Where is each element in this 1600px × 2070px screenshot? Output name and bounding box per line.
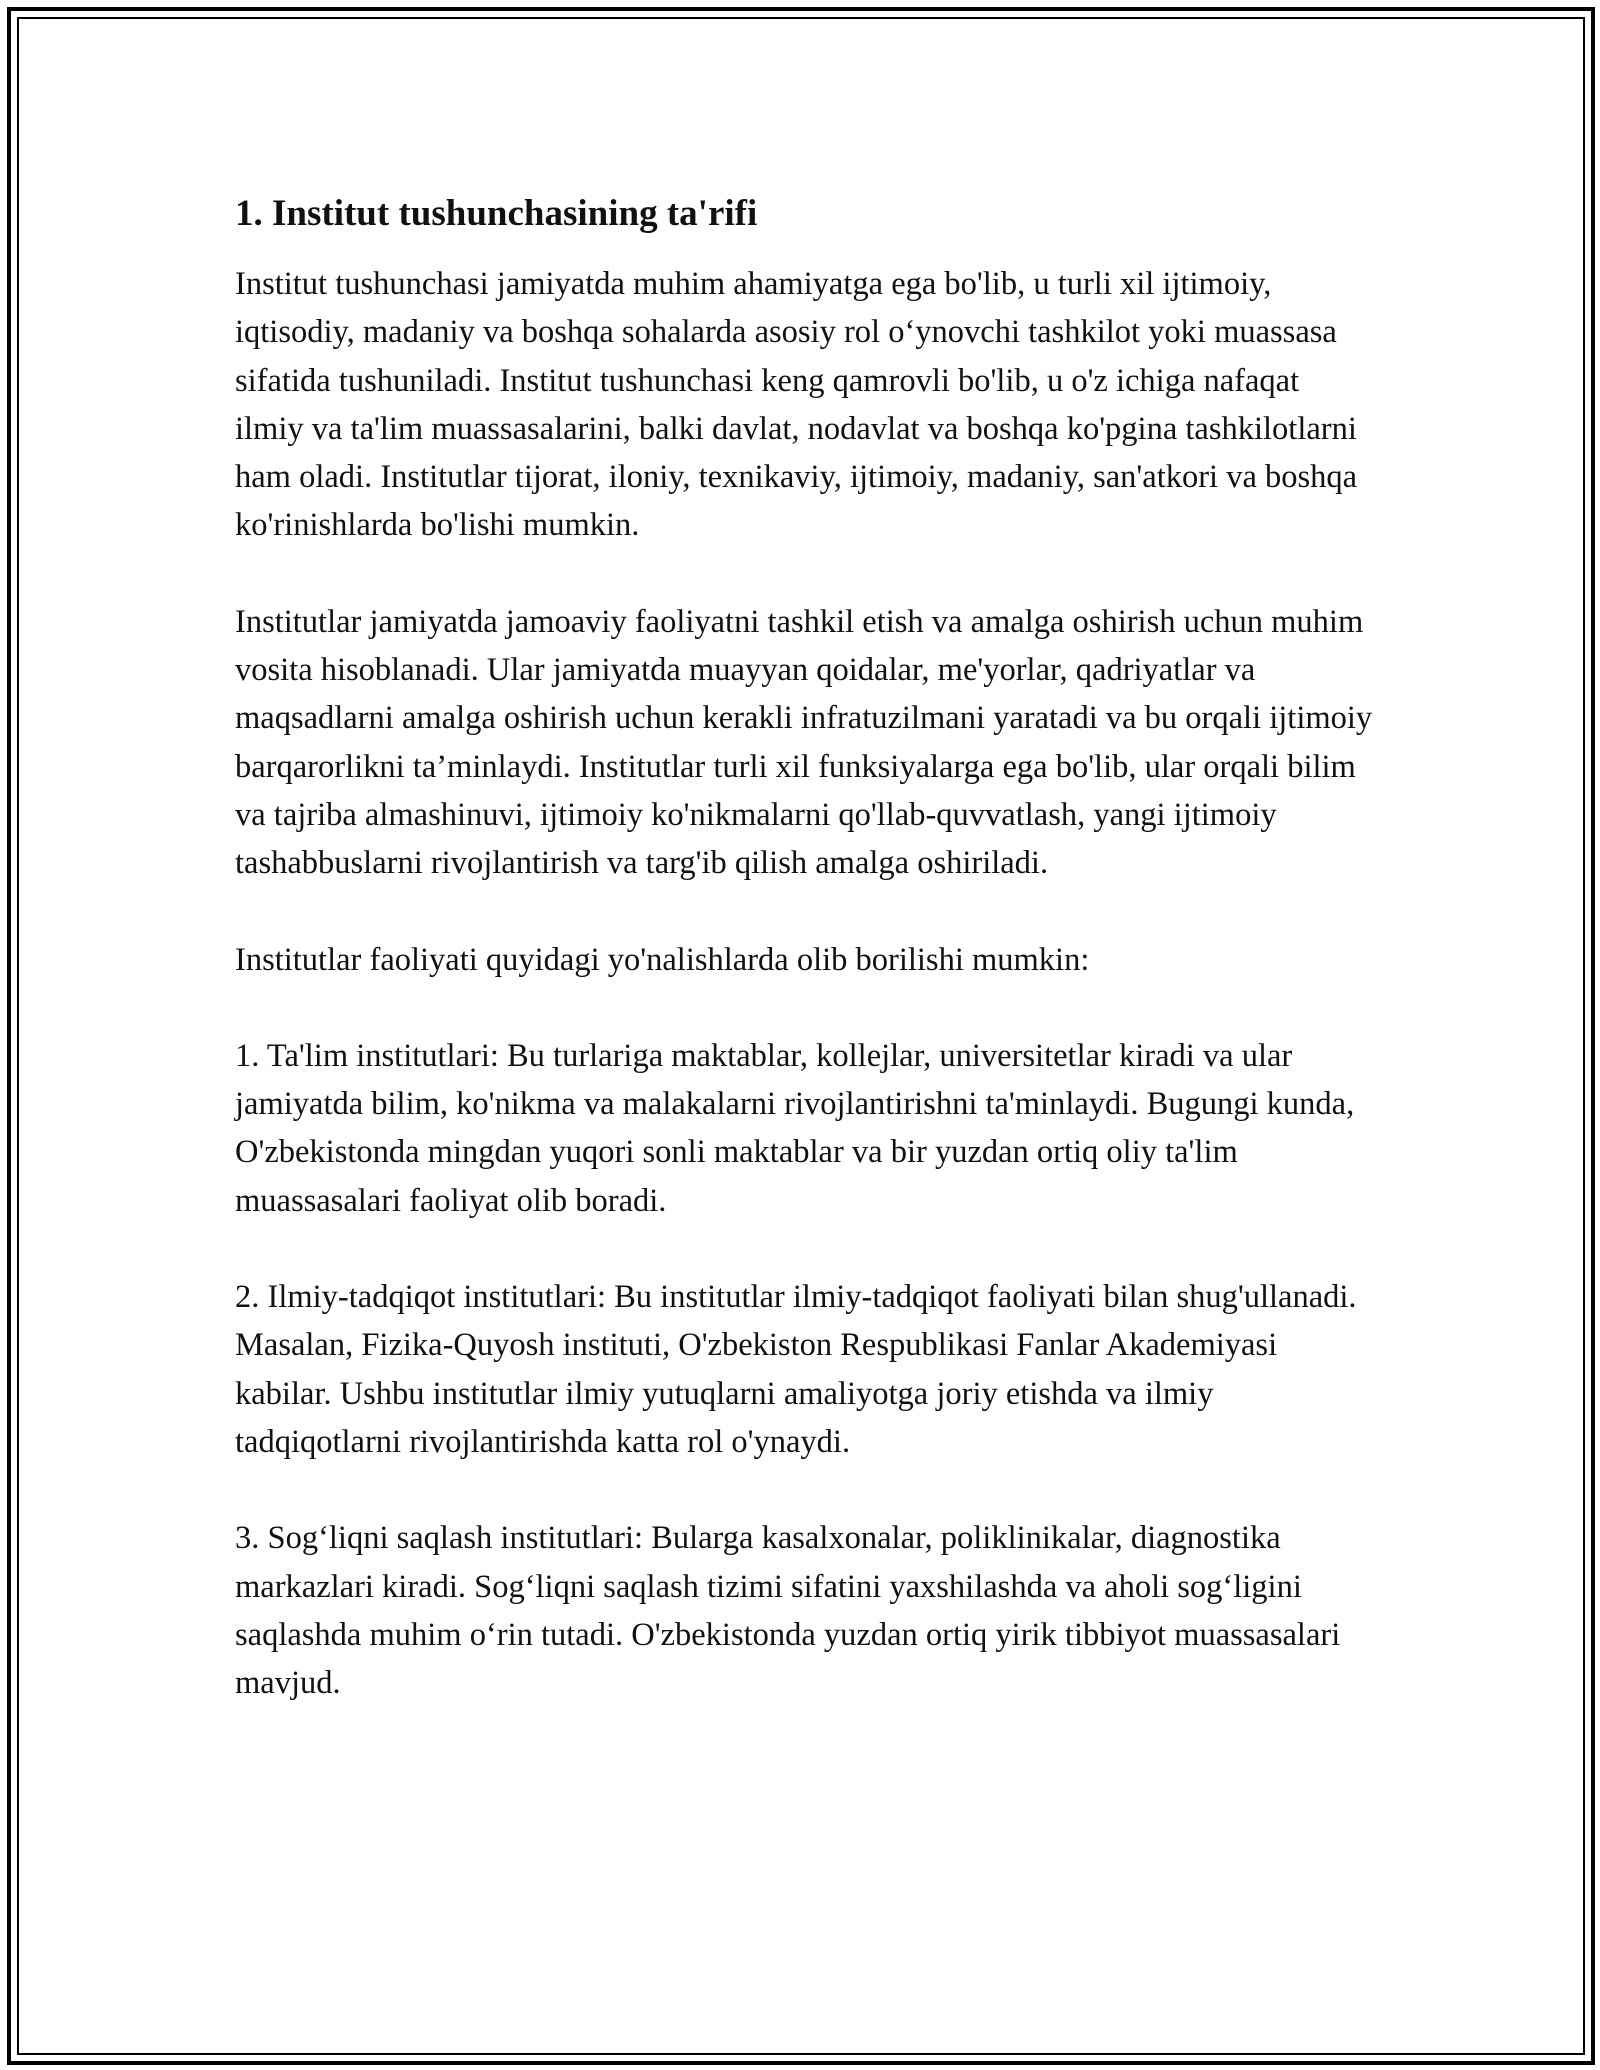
- paragraph-role: Institutlar jamiyatda jamoaviy faoliyatni tashkil etish va amalga oshirish uchun muhim vosita hisoblanadi. Ular jamiyatda muayyan qoidalar, me'yorlar, qadriyatlar va maqsadlarni amalga oshirish uchun kerakli infratuzilmani yaratadi va bu orqali ijtimoiy barqarorlikni ta’minlaydi. Institutlar turli xil funksiyalarga ega bo'lib, ular orqali bilim va tajriba almashinuvi, ijtimoiy ko'nikmalarni qo'llab-quvvatlash, yangi ijtimoiy tashabbuslarni rivojlantirish va targ'ib qilish amalga oshiriladi.: [235, 603, 1373, 882]
- list-item-research: 2. Ilmiy-tadqiqot institutlari: Bu institutlar ilmiy-tadqiqot faoliyati bilan shug'ullanadi. Masalan, Fizika-Quyosh instituti, O'zbekiston Respublikasi Fanlar Akademiyasi kabilar. Ushbu institutlar ilmiy yutuqlarni amaliyotga joriy etishda va ilmiy tadqiqotlarni rivojlantirishda katta rol o'ynaydi.: [235, 1279, 1357, 1460]
- list-item-healthcare: 3. Sog‘liqni saqlash institutlari: Bularga kasalxonalar, poliklinikalar, diagnostika markazlari kiradi. Sog‘liqni saqlash tizimi sifatini yaxshilashda va aholi sog‘ligini saqlashda muhim o‘rin tutadi. O'zbekistonda yuzdan ortiq yirik tibbiyot muassasalari mavjud.: [235, 1520, 1341, 1702]
- document-body: [235, 190, 1375, 1755]
- list-item-education: 1. Ta'lim institutlari: Bu turlariga maktablar, kollejlar, universitetlar kiradi va ular jamiyatda bilim, ko'nikma va malakalarni rivojlantirishni ta'minlaydi. Bugungi kunda, O'zbekistonda mingdan yuqori sonli maktablar va bir yuzdan ortiq oliy ta'lim muassasalari faoliyat olib boradi.: [235, 1037, 1355, 1219]
- paragraph-intro-list: Institutlar faoliyati quyidagi yo'nalishlarda olib borilishi mumkin:: [235, 941, 1090, 978]
- paragraph-definition: Institut tushunchasi jamiyatda muhim ahamiyatga ega bo'lib, u turli xil ijtimoiy, iqtisodiy, madaniy va boshqa sohalarda asosiy rol o‘ynovchi tashkilot yoki muassasa sifatida tushuniladi. Institut tushunchasi keng qamrovli bo'lib, u o'z ichiga nafaqat ilmiy va ta'lim muassasalarini, balki davlat, nodavlat va boshqa ko'pgina tashkilotlarni ham oladi. Institutlar tijorat, iloniy, texnikaviy, ijtimoiy, madaniy, san'atkori va boshqa ko'rinishlarda bo'lishi mumkin.: [235, 266, 1358, 544]
- section-heading: 1. Institut tushunchasining ta'rifi: [235, 193, 758, 234]
